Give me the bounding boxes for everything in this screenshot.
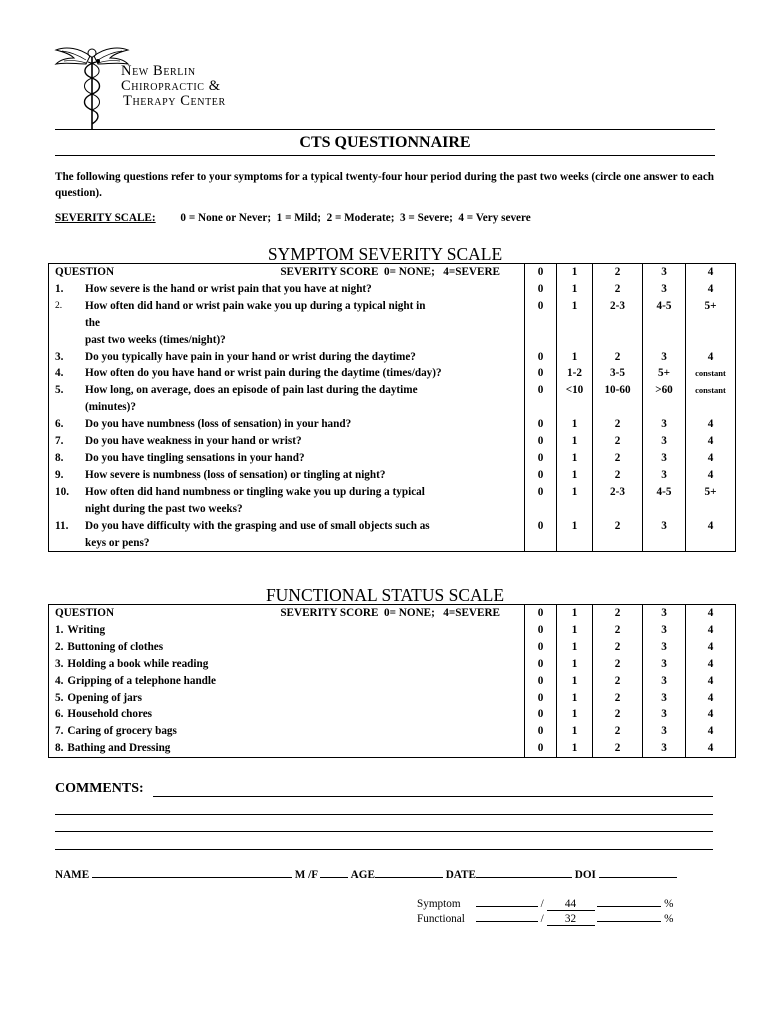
score-option[interactable]: 4 bbox=[686, 706, 736, 723]
score-option[interactable]: 2 bbox=[593, 450, 643, 467]
comments-line-1[interactable] bbox=[153, 796, 713, 797]
score-option[interactable]: 2 bbox=[593, 433, 643, 450]
score-option[interactable]: 1 bbox=[557, 656, 593, 673]
logo-line-3: Therapy Center bbox=[123, 93, 226, 109]
score-option[interactable]: 2 bbox=[593, 281, 643, 298]
score-option[interactable]: 1 bbox=[557, 673, 593, 690]
table-row bbox=[49, 656, 736, 673]
score-option[interactable]: 0 bbox=[525, 518, 557, 552]
score-option[interactable]: 0 bbox=[525, 656, 557, 673]
symptom-header-cell bbox=[49, 264, 525, 281]
score-option[interactable]: 0 bbox=[525, 484, 557, 518]
score-option[interactable]: 3 bbox=[643, 673, 686, 690]
task-cell bbox=[49, 690, 525, 707]
score-option[interactable]: 4 bbox=[686, 622, 736, 639]
functional-score-row bbox=[417, 911, 673, 926]
instructions: The following questions refer to your symptoms for a typical twenty-four hour period during the past two weeks (circle one answer to each question). bbox=[55, 171, 715, 199]
table-row bbox=[49, 690, 736, 707]
score-option[interactable]: constant bbox=[686, 365, 736, 382]
table-row bbox=[49, 433, 736, 450]
score-option[interactable]: 4 bbox=[686, 467, 736, 484]
score-option[interactable]: <10 bbox=[557, 382, 593, 416]
score-option[interactable]: 0 bbox=[525, 673, 557, 690]
score-option[interactable]: 2 bbox=[593, 349, 643, 366]
question-text: Do you have difficulty with the grasping and use of small objects such as bbox=[85, 519, 430, 532]
question-cell bbox=[49, 298, 525, 349]
score-option[interactable]: 4 bbox=[686, 349, 736, 366]
score-option[interactable]: 1 bbox=[557, 622, 593, 639]
score-option[interactable]: 2-3 bbox=[593, 484, 643, 518]
functional-score-raw-field[interactable] bbox=[476, 911, 538, 922]
question-cell bbox=[49, 450, 525, 467]
question-number: 5. bbox=[55, 384, 64, 397]
patient-info-row bbox=[55, 866, 677, 881]
title-bar bbox=[55, 129, 715, 156]
comments-line-2[interactable] bbox=[55, 814, 713, 815]
score-option[interactable]: 3 bbox=[643, 723, 686, 740]
score-option[interactable]: 2 bbox=[593, 673, 643, 690]
symptom-table bbox=[48, 263, 736, 552]
task-number: 1. bbox=[55, 623, 64, 636]
table-row bbox=[49, 365, 736, 382]
score-option[interactable]: 0 bbox=[525, 433, 557, 450]
question-text: Do you have tingling sensations in your hand? bbox=[85, 451, 305, 464]
score-option[interactable]: 3-5 bbox=[593, 365, 643, 382]
score-option[interactable]: 0 bbox=[525, 723, 557, 740]
score-option[interactable]: 0 bbox=[525, 382, 557, 416]
score-option[interactable]: 4 bbox=[686, 723, 736, 740]
task-text: Opening of jars bbox=[67, 691, 142, 704]
table-row bbox=[49, 484, 736, 518]
score-option[interactable]: 0 bbox=[525, 416, 557, 433]
symptom-score-percent-field[interactable] bbox=[597, 896, 661, 907]
question-number: 11. bbox=[55, 519, 69, 532]
score-option[interactable]: 0 bbox=[525, 281, 557, 298]
question-cell bbox=[49, 518, 525, 552]
score-option[interactable]: 3 bbox=[643, 518, 686, 552]
score-option[interactable]: 2 bbox=[593, 723, 643, 740]
task-cell bbox=[49, 706, 525, 723]
caduceus-icon bbox=[52, 42, 132, 132]
score-option[interactable]: 0 bbox=[525, 690, 557, 707]
score-option[interactable]: 0 bbox=[525, 298, 557, 349]
question-number: 10. bbox=[55, 485, 69, 498]
task-number: 2. bbox=[55, 640, 64, 653]
table-row bbox=[49, 382, 736, 416]
logo-text bbox=[121, 64, 226, 109]
score-option[interactable]: 0 bbox=[525, 450, 557, 467]
functional-header-score: SEVERITY SCORE 0= NONE; 4=SEVERE bbox=[280, 607, 500, 619]
question-text: (minutes)? bbox=[85, 401, 136, 414]
score-option[interactable]: 3 bbox=[643, 349, 686, 366]
question-text: How long, on average, does an episode of pain last during the daytime bbox=[85, 384, 418, 397]
task-number: 7. bbox=[55, 725, 64, 738]
symptom-score-label: Symptom bbox=[417, 898, 461, 910]
task-text: Holding a book while reading bbox=[67, 657, 209, 670]
question-number: 3. bbox=[55, 350, 64, 363]
question-text: How often did hand numbness or tingling wake you up during a typical bbox=[85, 485, 425, 498]
score-option[interactable]: 4-5 bbox=[643, 298, 686, 349]
score-option[interactable]: 1 bbox=[557, 433, 593, 450]
question-number: 6. bbox=[55, 418, 64, 431]
question-text: the bbox=[85, 316, 100, 329]
age-field[interactable] bbox=[375, 866, 443, 878]
mf-field[interactable] bbox=[320, 866, 348, 878]
comments-label: COMMENTS: bbox=[55, 781, 144, 796]
score-option[interactable]: constant bbox=[686, 382, 736, 416]
functional-percent-sign: % bbox=[664, 913, 674, 925]
score-option[interactable]: 1 bbox=[557, 450, 593, 467]
functional-score-label: Functional bbox=[417, 913, 465, 925]
symptom-score-row bbox=[417, 896, 673, 911]
severity-scale-legend bbox=[55, 212, 531, 224]
question-cell bbox=[49, 365, 525, 382]
question-cell bbox=[49, 433, 525, 450]
score-option[interactable]: 3 bbox=[643, 433, 686, 450]
score-option[interactable]: 2 bbox=[593, 416, 643, 433]
task-cell bbox=[49, 740, 525, 757]
score-option[interactable]: 0 bbox=[525, 622, 557, 639]
age-label: AGE bbox=[350, 869, 375, 881]
task-text: Buttoning of clothes bbox=[67, 640, 164, 653]
score-option[interactable]: 2 bbox=[593, 518, 643, 552]
score-option[interactable]: 3 bbox=[643, 467, 686, 484]
doi-field[interactable] bbox=[599, 866, 677, 878]
score-option[interactable]: 1 bbox=[557, 416, 593, 433]
score-option[interactable]: 0 bbox=[525, 467, 557, 484]
table-row bbox=[49, 723, 736, 740]
task-number: 5. bbox=[55, 691, 64, 704]
score-option[interactable]: 3 bbox=[643, 656, 686, 673]
table-row bbox=[49, 639, 736, 656]
functional-header-cell bbox=[49, 605, 525, 622]
question-text: How severe is the hand or wrist pain that you have at night? bbox=[85, 282, 372, 295]
score-option[interactable]: 5+ bbox=[643, 365, 686, 382]
score-option[interactable]: 4 bbox=[686, 740, 736, 757]
symptom-percent-sign: % bbox=[664, 898, 674, 910]
table-row bbox=[49, 416, 736, 433]
functional-score-slash: / bbox=[540, 913, 544, 925]
score-option[interactable]: 2 bbox=[593, 740, 643, 757]
score-option[interactable]: 4 bbox=[686, 450, 736, 467]
question-number: 7. bbox=[55, 435, 64, 448]
symptom-score-slash: / bbox=[540, 898, 544, 910]
score-option[interactable]: 4 bbox=[686, 639, 736, 656]
score-option[interactable]: 4 bbox=[686, 518, 736, 552]
functional-header-col-0: 0 bbox=[525, 605, 557, 622]
question-cell bbox=[49, 281, 525, 298]
score-option[interactable]: 4 bbox=[686, 656, 736, 673]
question-number: 1. bbox=[55, 282, 64, 295]
functional-header-col-4: 4 bbox=[686, 605, 736, 622]
score-option[interactable]: 3 bbox=[643, 416, 686, 433]
task-text: Bathing and Dressing bbox=[67, 742, 171, 755]
comments-line-3[interactable] bbox=[55, 831, 713, 832]
task-text: Gripping of a telephone handle bbox=[67, 674, 216, 687]
question-cell bbox=[49, 484, 525, 518]
logo-line-2: Chiropractic & bbox=[121, 78, 221, 94]
table-row bbox=[49, 298, 736, 349]
score-option[interactable]: 1 bbox=[557, 639, 593, 656]
score-option[interactable]: 2 bbox=[593, 706, 643, 723]
symptom-score-total[interactable]: 44 bbox=[547, 898, 595, 911]
question-cell bbox=[49, 467, 525, 484]
score-option[interactable]: 3 bbox=[643, 639, 686, 656]
table-row bbox=[49, 673, 736, 690]
question-cell bbox=[49, 349, 525, 366]
score-option[interactable]: 2 bbox=[593, 622, 643, 639]
symptom-section-title: SYMPTOM SEVERITY SCALE bbox=[267, 244, 503, 264]
table-row bbox=[49, 349, 736, 366]
score-option[interactable]: 4 bbox=[686, 416, 736, 433]
score-option[interactable]: 1 bbox=[557, 690, 593, 707]
task-number: 4. bbox=[55, 674, 64, 687]
score-option[interactable]: 0 bbox=[525, 639, 557, 656]
functional-header-row bbox=[49, 605, 736, 622]
question-text: Do you typically have pain in your hand or wrist during the daytime? bbox=[85, 350, 416, 363]
table-row bbox=[49, 622, 736, 639]
logo-line-1: New Berlin bbox=[121, 63, 196, 79]
functional-header-question: QUESTION bbox=[55, 607, 115, 619]
symptom-header-col-1: 1 bbox=[557, 264, 593, 281]
symptom-header-col-2: 2 bbox=[593, 264, 643, 281]
question-text: How severe is numbness (loss of sensation) or tingling at night? bbox=[85, 468, 386, 481]
score-option[interactable]: 10-60 bbox=[593, 382, 643, 416]
task-number: 6. bbox=[55, 708, 64, 721]
score-option[interactable]: 3 bbox=[643, 281, 686, 298]
functional-table bbox=[48, 604, 736, 758]
functional-header-col-3: 3 bbox=[643, 605, 686, 622]
question-text: past two weeks (times/night)? bbox=[85, 333, 226, 346]
score-option[interactable]: 3 bbox=[643, 706, 686, 723]
score-option[interactable]: 5+ bbox=[686, 484, 736, 518]
date-field[interactable] bbox=[476, 866, 572, 878]
score-option[interactable]: 2-3 bbox=[593, 298, 643, 349]
question-cell bbox=[49, 382, 525, 416]
score-option[interactable]: 3 bbox=[643, 622, 686, 639]
score-option[interactable]: 1 bbox=[557, 467, 593, 484]
score-option[interactable]: 2 bbox=[593, 639, 643, 656]
score-option[interactable]: 1 bbox=[557, 740, 593, 757]
question-text: How often do you have hand or wrist pain during the daytime (times/day)? bbox=[85, 367, 442, 380]
score-option[interactable]: 5+ bbox=[686, 298, 736, 349]
question-text: night during the past two weeks? bbox=[85, 502, 243, 515]
task-cell bbox=[49, 639, 525, 656]
symptom-header-score: SEVERITY SCORE 0= NONE; 4=SEVERE bbox=[280, 266, 500, 278]
score-option[interactable]: 1 bbox=[557, 349, 593, 366]
score-option[interactable]: 4 bbox=[686, 690, 736, 707]
score-option[interactable]: 0 bbox=[525, 706, 557, 723]
score-option[interactable]: 4 bbox=[686, 673, 736, 690]
score-option[interactable]: 1-2 bbox=[557, 365, 593, 382]
score-option[interactable]: 0 bbox=[525, 740, 557, 757]
score-option[interactable]: 0 bbox=[525, 349, 557, 366]
score-option[interactable]: 2 bbox=[593, 690, 643, 707]
date-label: DATE bbox=[445, 869, 476, 881]
severity-scale-text: 0 = None or Never; 1 = Mild; 2 = Moderate; 3 = Severe; 4 = Very severe bbox=[180, 212, 531, 224]
task-cell bbox=[49, 656, 525, 673]
task-number: 8. bbox=[55, 742, 64, 755]
functional-score-total[interactable]: 32 bbox=[547, 913, 595, 926]
table-row bbox=[49, 518, 736, 552]
page-title: CTS QUESTIONNAIRE bbox=[299, 134, 471, 151]
functional-section-title: FUNCTIONAL STATUS SCALE bbox=[265, 585, 505, 605]
symptom-score-raw-field[interactable] bbox=[476, 896, 538, 907]
table-row bbox=[49, 450, 736, 467]
score-option[interactable]: 1 bbox=[557, 518, 593, 552]
question-text: Do you have numbness (loss of sensation) in your hand? bbox=[85, 418, 352, 431]
score-option[interactable]: 2 bbox=[593, 467, 643, 484]
score-option[interactable]: 3 bbox=[643, 690, 686, 707]
question-number: 9. bbox=[55, 468, 64, 481]
question-cell bbox=[49, 416, 525, 433]
table-row bbox=[49, 281, 736, 298]
task-text: Writing bbox=[67, 623, 106, 636]
name-field[interactable] bbox=[92, 866, 292, 878]
table-row bbox=[49, 740, 736, 757]
task-text: Caring of grocery bags bbox=[67, 725, 177, 738]
score-option[interactable]: 4 bbox=[686, 433, 736, 450]
score-option[interactable]: 1 bbox=[557, 723, 593, 740]
score-option[interactable]: 0 bbox=[525, 365, 557, 382]
score-option[interactable]: 2 bbox=[593, 656, 643, 673]
score-option[interactable]: 1 bbox=[557, 484, 593, 518]
score-option[interactable]: 1 bbox=[557, 281, 593, 298]
symptom-header-col-4: 4 bbox=[686, 264, 736, 281]
table-row bbox=[49, 467, 736, 484]
question-number: 8. bbox=[55, 451, 64, 464]
comments-line-4[interactable] bbox=[55, 849, 713, 850]
score-option[interactable]: 1 bbox=[557, 298, 593, 349]
score-option[interactable]: 4-5 bbox=[643, 484, 686, 518]
task-text: Household chores bbox=[67, 708, 153, 721]
doi-label: DOI bbox=[574, 869, 596, 881]
score-option[interactable]: 3 bbox=[643, 740, 686, 757]
task-cell bbox=[49, 673, 525, 690]
functional-header-col-1: 1 bbox=[557, 605, 593, 622]
task-number: 3. bbox=[55, 657, 64, 670]
task-cell bbox=[49, 723, 525, 740]
question-text: keys or pens? bbox=[85, 536, 150, 549]
name-label: NAME bbox=[55, 869, 90, 881]
score-option[interactable]: 3 bbox=[643, 450, 686, 467]
symptom-header-row bbox=[49, 264, 736, 281]
symptom-header-col-0: 0 bbox=[525, 264, 557, 281]
table-row bbox=[49, 706, 736, 723]
symptom-header-col-3: 3 bbox=[643, 264, 686, 281]
functional-header-col-2: 2 bbox=[593, 605, 643, 622]
question-number: 2. bbox=[55, 300, 63, 311]
score-option[interactable]: 4 bbox=[686, 281, 736, 298]
functional-score-percent-field[interactable] bbox=[597, 911, 661, 922]
question-text: How often did hand or wrist pain wake you up during a typical night in bbox=[85, 299, 426, 312]
severity-scale-label: SEVERITY SCALE: bbox=[55, 212, 156, 224]
logo bbox=[52, 42, 132, 132]
mf-label: M /F bbox=[294, 869, 318, 881]
question-number: 4. bbox=[55, 367, 64, 380]
score-option[interactable]: >60 bbox=[643, 382, 686, 416]
symptom-header-question: QUESTION bbox=[55, 266, 115, 278]
task-cell bbox=[49, 622, 525, 639]
question-text: Do you have weakness in your hand or wrist? bbox=[85, 435, 302, 448]
score-option[interactable]: 1 bbox=[557, 706, 593, 723]
